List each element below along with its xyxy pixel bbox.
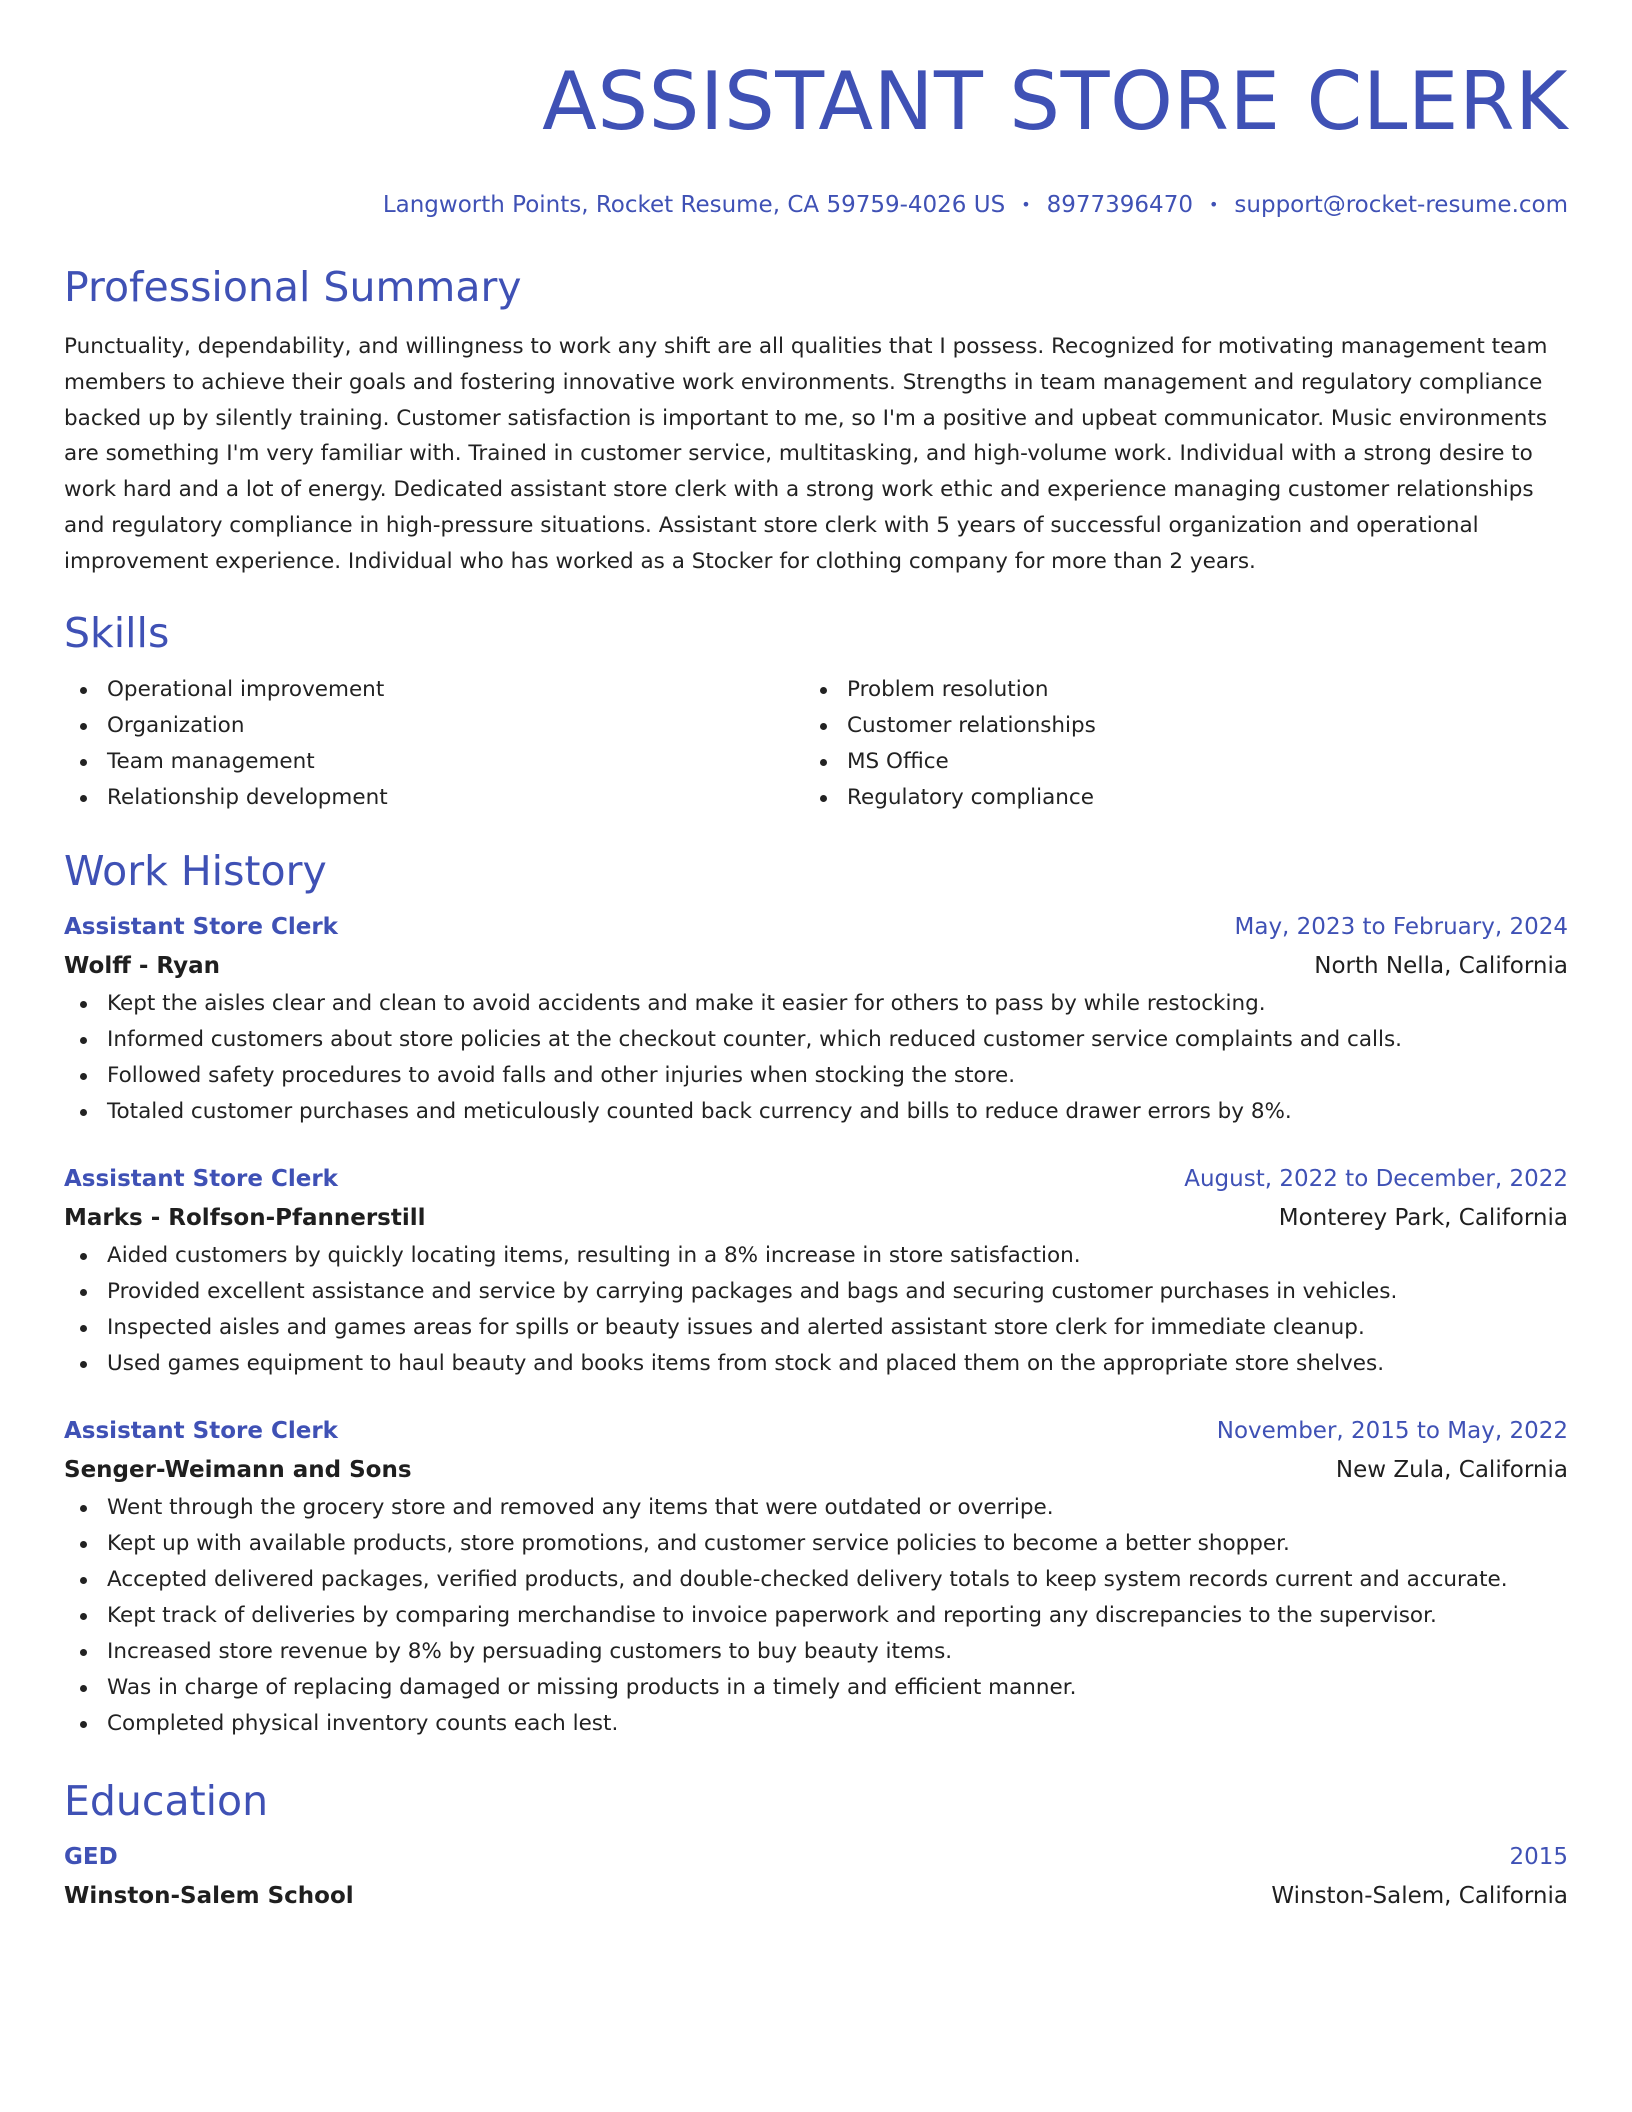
skill-item: Customer relationships [804, 708, 1568, 744]
contact-separator: • [1021, 195, 1031, 214]
duty-item: Inspected aisles and games areas for spills or beauty issues and alerted assistant store clerk for immediate cleanup. [64, 1310, 1568, 1346]
duty-item: Completed physical inventory counts each lest. [64, 1706, 1568, 1742]
job-entry [64, 908, 1568, 1130]
education-school: Winston-Salem School [64, 1882, 354, 1909]
contact-email: support@rocket-resume.com [1234, 192, 1568, 218]
education-location: Winston-Salem, California [1271, 1882, 1568, 1909]
job-employer-row [64, 946, 1568, 986]
job-location: New Zula, California [1335, 1456, 1568, 1483]
education-school-row [64, 1876, 1568, 1916]
skills-heading: Skills [64, 608, 170, 657]
skill-item: Team management [64, 744, 804, 780]
candidate-name: ASSISTANT STORE CLERK [542, 55, 1568, 148]
skill-item: Regulatory compliance [804, 780, 1568, 816]
job-dates: November, 2015 to May, 2022 [1216, 1417, 1568, 1444]
duty-item: Accepted delivered packages, verified products, and double-checked delivery totals to keep system records current and accurate. [64, 1562, 1568, 1598]
job-header-row [64, 1412, 1568, 1450]
duty-item: Provided excellent assistance and service by carrying packages and bags and securing customer purchases in vehicles. [64, 1274, 1568, 1310]
job-title: Assistant Store Clerk [64, 913, 338, 940]
duty-item: Aided customers by quickly locating items, resulting in a 8% increase in store satisfaction. [64, 1238, 1568, 1274]
work-history-heading: Work History [64, 846, 327, 895]
job-company: Wolff - Ryan [64, 952, 220, 979]
duty-item: Totaled customer purchases and meticulously counted back currency and bills to reduce drawer errors by 8%. [64, 1094, 1568, 1130]
education-heading: Education [64, 1776, 269, 1825]
skill-item: Operational improvement [64, 672, 804, 708]
contact-phone: 8977396470 [1046, 192, 1193, 218]
skill-item: Problem resolution [804, 672, 1568, 708]
summary-text: Punctuality, dependability, and willingness to work any shift are all qualities that I possess. Recognized for motivating management team members to achieve their goals and fostering innovative work environments. Strengths in team management and regulatory compliance backed up by silently training. Customer satisfaction is important to me, so I'm a positive and upbeat communicator. Music environments are something I'm very familiar with. Trained in customer service, multitasking, and high-volume work. Individual with a strong desire to work hard and a lot of energy. Dedicated assistant store clerk with a strong work ethic and experience managing customer relationships and regulatory compliance in high-pressure situations. Assistant store clerk with 5 years of successful organization and operational improvement experience. Individual who has worked as a Stocker for clothing company for more than 2 years. [64, 334, 1548, 574]
skill-item: Organization [64, 708, 804, 744]
duty-item: Used games equipment to haul beauty and books items from stock and placed them on the appropriate store shelves. [64, 1346, 1568, 1382]
duty-item: Kept track of deliveries by comparing merchandise to invoice paperwork and reporting any discrepancies to the supervisor. [64, 1598, 1568, 1634]
duty-item: Went through the grocery store and removed any items that were outdated or overripe. [64, 1490, 1568, 1526]
job-employer-row [64, 1450, 1568, 1490]
job-entry [64, 1160, 1568, 1382]
job-location: Monterey Park, California [1278, 1204, 1568, 1231]
resume-header [64, 55, 1568, 220]
duty-item: Informed customers about store policies at the checkout counter, which reduced customer service complaints and calls. [64, 1022, 1568, 1058]
duty-item: Increased store revenue by 8% by persuading customers to buy beauty items. [64, 1634, 1568, 1670]
job-duties [64, 1238, 1568, 1382]
job-dates: May, 2023 to February, 2024 [1234, 913, 1568, 940]
spacer [64, 1130, 1568, 1160]
summary-heading: Professional Summary [64, 263, 522, 311]
spacer [64, 1382, 1568, 1412]
job-entry [64, 1412, 1568, 1742]
job-title: Assistant Store Clerk [64, 1417, 338, 1444]
contact-line [64, 190, 1568, 220]
education-header-row [64, 1838, 1568, 1876]
skill-item: Relationship development [64, 780, 804, 816]
duty-item: Kept the aisles clear and clean to avoid accidents and make it easier for others to pass by while restocking. [64, 986, 1568, 1022]
contact-separator: • [1208, 195, 1219, 214]
job-duties [64, 986, 1568, 1130]
job-title: Assistant Store Clerk [64, 1165, 338, 1192]
job-company: Senger-Weimann and Sons [64, 1456, 412, 1483]
job-header-row [64, 908, 1568, 946]
duty-item: Followed safety procedures to avoid falls and other injuries when stocking the store. [64, 1058, 1568, 1094]
education-entry [64, 1838, 1568, 1916]
skill-item: MS Office [804, 744, 1568, 780]
education-degree: GED [64, 1843, 118, 1870]
job-location: North Nella, California [1314, 952, 1568, 979]
job-company: Marks - Rolfson-Pfannerstill [64, 1204, 426, 1231]
skills-column-left [64, 672, 804, 816]
contact-address: Langworth Points, Rocket Resume, CA 59759-4026 US [382, 192, 1006, 218]
job-header-row [64, 1160, 1568, 1198]
job-dates: August, 2022 to December, 2022 [1184, 1165, 1568, 1192]
duty-item: Was in charge of replacing damaged or missing products in a timely and efficient manner. [64, 1670, 1568, 1706]
job-employer-row [64, 1198, 1568, 1238]
duty-item: Kept up with available products, store promotions, and customer service policies to become a better shopper. [64, 1526, 1568, 1562]
education-year: 2015 [1509, 1843, 1568, 1870]
skills-list [64, 672, 1568, 816]
skills-column-right [804, 672, 1568, 816]
job-duties [64, 1490, 1568, 1742]
